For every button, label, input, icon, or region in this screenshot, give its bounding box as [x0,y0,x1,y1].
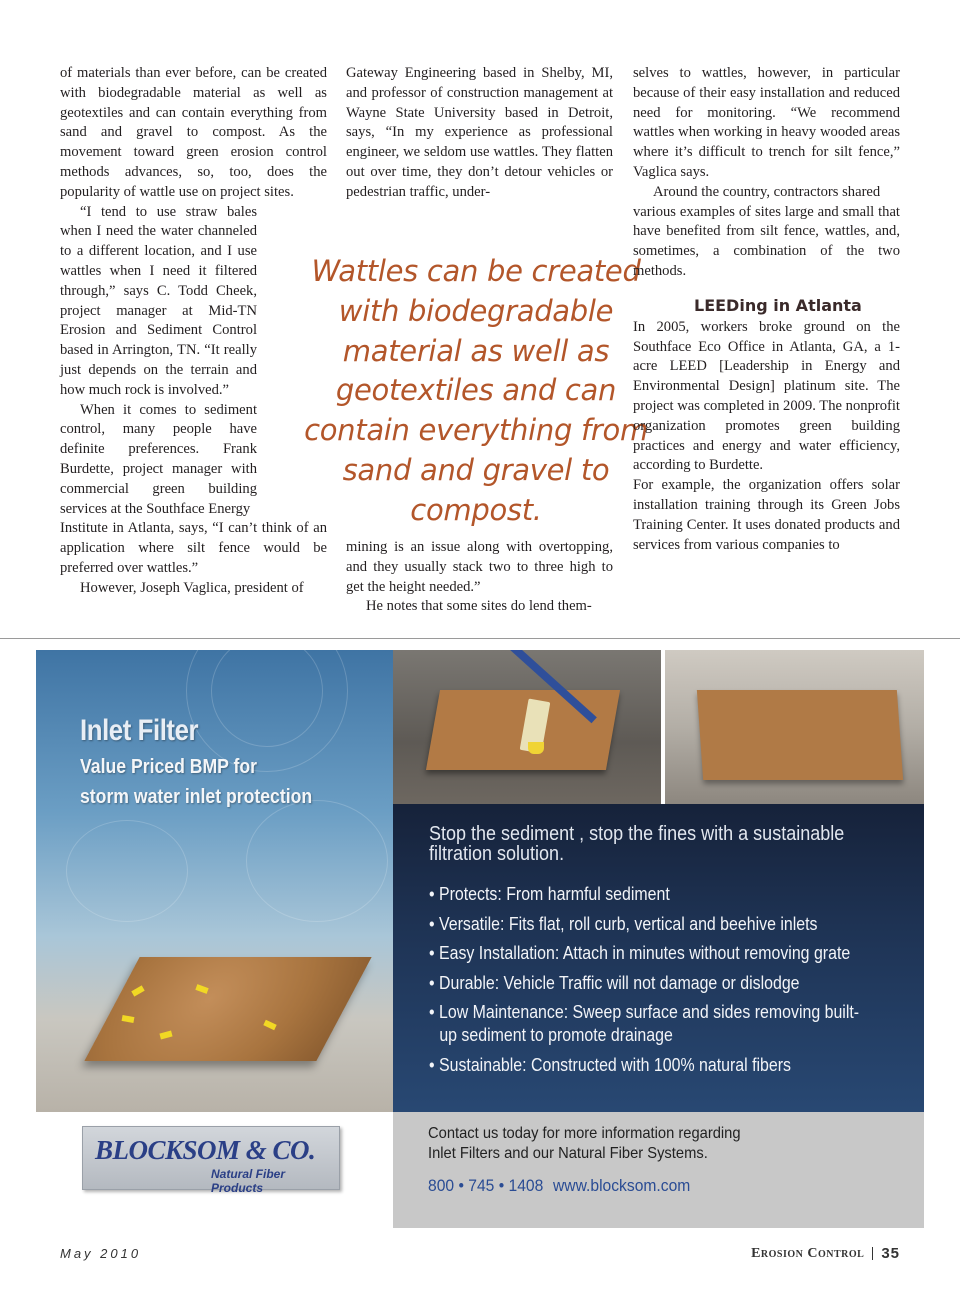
ripple [66,820,188,922]
broom-tip [528,742,544,754]
paragraph: Around the country, contractors shared [653,183,881,200]
phone-number: 800 • 745 • 1408 [428,1176,544,1195]
ad-feature-list [429,882,876,1082]
page-footer [751,1245,900,1262]
feature-item: • Low Maintenance: Sweep surface and sides removing built-up sediment to promote drainage [429,1000,876,1046]
paragraph: For example, the organization offers solar installation training through its Green Jobs Training Center. It uses donated products and services from various companies to [633,477,900,553]
paragraph: He notes that some sites do lend them- [366,598,592,615]
paragraph: However, Joseph Vaglica, president of [80,579,304,596]
ad-contact-area [393,1112,924,1228]
ad-headline: Stop the sediment , stop the fines with a sustainable filtration solution. [429,823,845,865]
ad-features-panel [393,804,924,1112]
logo-tagline: Natural Fiber Products [211,1167,286,1195]
paragraph: Gateway Engineering based in Shelby, MI, and professor of construction management at Wayne State University based in Detroit, says, “In my experience as professional engineer, we seldom use wattles. They flatten out over time, they don’t detour vehicles or pedestrian traffic, under- [346,65,613,200]
ad-photo-installed-filter [665,650,924,804]
article-column-2-continued [346,538,613,617]
ad-title: Inlet Filter [80,714,199,747]
ad-subtitle-line: Value Priced BMP for [80,755,258,778]
issue-date: May 2010 [60,1246,142,1261]
paragraph: “I tend to use straw bales when I need the water channeled to a different location, and I use wattles when I need it filtered through,” says C. Todd Cheek, project manager at Mid-TN Erosion and Sediment Control based in Arrington, TN. “It really just depends on the terrain and how much rock is involved.” [60,203,257,398]
paragraph: selves to wattles, however, in particular because of their easy installation and reduced need for monitoring. “We recommend wattles when working in heavy wooded areas where it’s difficult to trench for silt fence,” Vaglica says. [633,65,900,180]
article-column-3 [633,64,900,555]
publication-name: Erosion Control [751,1245,865,1261]
feature-item: • Versatile: Fits flat, roll curb, vertical and beehive inlets [429,912,876,935]
paragraph: of materials than ever before, can be created with biodegradable material as well as geotextiles and can contain everything from sand and gravel to compost. As the movement toward green erosion control methods advances, so, too, does the popularity of wattle use on project sites. [60,65,327,200]
ripple [246,800,388,922]
contact-line: Inlet Filters and our Natural Fiber Systems. [428,1144,708,1162]
paragraph: Institute in Atlanta, says, “I can’t think of an application where silt fence would be preferred over wattles.” [60,520,327,576]
feature-item: • Protects: From harmful sediment [429,882,876,905]
paragraph: mining is an issue along with overtopping, and they usually stack two to three high to get the height needed.” [346,539,613,595]
company-logo [82,1126,340,1195]
article-column-1 [60,64,327,599]
inlet-filter-mat [84,957,371,1061]
paragraph: various examples of sites large and small that have benefited from silt fence, wattles, and, sometimes, a combination of the two methods. [633,203,900,279]
ad-logo-area [36,1112,393,1228]
paragraph: In 2005, workers broke ground on the Southface Eco Office in Atlanta, GA, a 1-acre LEED [Leadership in Energy and Environmental Design] platinum site. The project was completed in 2009. The nonprofit organization promotes green building practices and energy and water efficiency, according to Burdette. [633,318,900,474]
pull-quote: Wattles can be created with biodegradable material as well as geotextiles and can contain everything from sand and gravel to compost. [304,254,648,527]
contact-text [428,1124,943,1163]
website-link[interactable]: www.blocksom.com [553,1176,691,1195]
section-subhead: LEEDing in Atlanta [694,295,862,315]
ad-subtitle-line: storm water inlet protection [80,785,313,808]
section-divider [0,638,960,639]
ad-photo-sweeping [393,650,661,804]
ad-subtitle [80,752,364,812]
advertisement [36,650,924,1228]
feature-item: • Durable: Vehicle Traffic will not damage or dislodge [429,971,876,994]
inlet-filter-mat [697,690,903,780]
paragraph: When it comes to sediment control, many people have definite preferences. Frank Burdette, project manager with commercial green building services at the Southface Energy [60,401,257,517]
contact-line: Contact us today for more information regarding [428,1125,741,1142]
feature-item: • Easy Installation: Attach in minutes without removing grate [429,941,876,964]
feature-item: • Sustainable: Constructed with 100% natural fibers [429,1053,876,1076]
logo-name: BLOCKSOM & CO. [95,1135,316,1165]
ad-water-photo [36,650,393,1112]
article-column-2 [346,64,613,203]
footer-divider [872,1247,873,1260]
page-number: 35 [881,1245,900,1262]
